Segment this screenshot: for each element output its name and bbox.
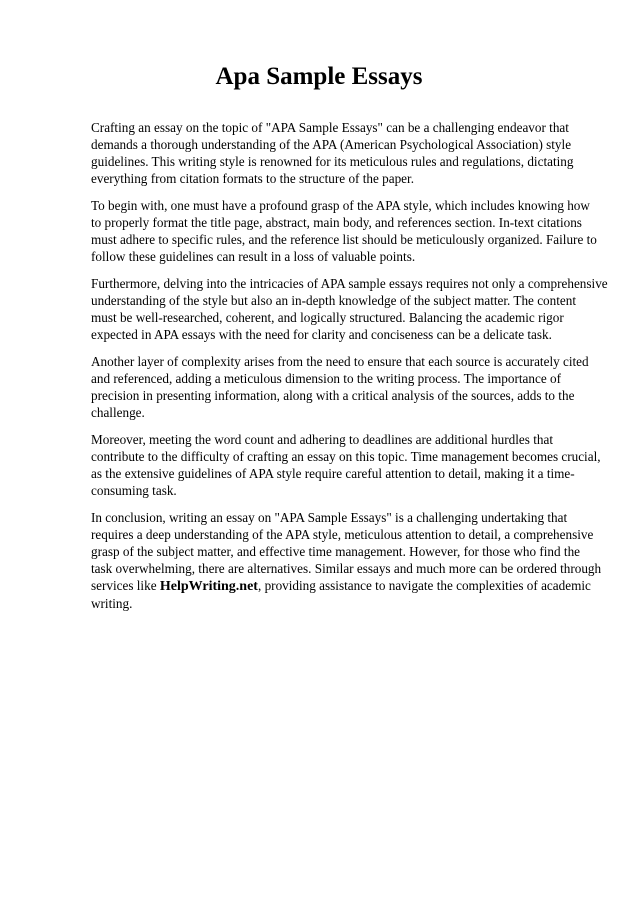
paragraph-line: writing. <box>91 596 133 611</box>
document-title: Apa Sample Essays <box>215 63 423 90</box>
paragraph-line: challenge. <box>91 405 145 420</box>
paragraph-line: To begin with, one must have a profound grasp of the APA style, which includes knowing how <box>91 198 590 213</box>
paragraph-line: demands a thorough understanding of the APA (American Psychological Association) style <box>91 137 572 152</box>
paragraph-line: must be well-researched, coherent, and logically structured. Balancing the academic rigor <box>91 310 564 325</box>
paragraph-line: guidelines. This writing style is renowned for its meticulous rules and regulations, dictating <box>91 154 574 169</box>
paragraph-line: grasp of the subject matter, and effective time management. However, for those who find the <box>91 544 581 559</box>
paragraph-line: consuming task. <box>91 483 177 498</box>
paragraph-line-with-link <box>91 577 603 595</box>
paragraph-line: Furthermore, delving into the intricacies of APA sample essays requires not only a comprehensive <box>91 276 608 291</box>
brand-line-before: services like <box>91 578 160 593</box>
paragraph-line: to properly format the title page, abstract, main body, and references section. In-text citations <box>91 215 582 230</box>
paragraph-line: as the extensive guidelines of APA style require careful attention to detail, making it a time- <box>91 466 575 481</box>
paragraph-conclusion <box>91 509 603 612</box>
paragraph-line: requires a deep understanding of the APA style, meticulous attention to detail, a comprehensive <box>91 527 594 542</box>
paragraph-line: and referenced, adding a meticulous dimension to the writing process. The importance of <box>91 371 561 386</box>
paragraph-line: Another layer of complexity arises from the need to ensure that each source is accurately cited <box>91 354 589 369</box>
document-body <box>91 119 608 622</box>
paragraph-line: must adhere to specific rules, and the reference list should be meticulously organized. Failure to <box>91 232 597 247</box>
paragraph-2 <box>91 197 603 265</box>
paragraph-line: Moreover, meeting the word count and adhering to deadlines are additional hurdles that <box>91 432 553 447</box>
paragraph-line: expected in APA essays with the need for clarity and conciseness can be a delicate task. <box>91 327 552 342</box>
paragraph-line: understanding of the style but also an in-depth knowledge of the subject matter. The content <box>91 293 577 308</box>
paragraph-line: Crafting an essay on the topic of "APA Sample Essays" can be a challenging endeavor that <box>91 120 569 135</box>
helpwriting-link[interactable]: HelpWriting.net <box>159 579 258 594</box>
paragraph-line: contribute to the difficulty of crafting an essay on this topic. Time management becomes crucial, <box>91 449 601 464</box>
paragraph-4 <box>91 353 603 421</box>
paragraph-line: task overwhelming, there are alternatives. Similar essays and much more can be ordered through <box>91 561 602 576</box>
paragraph-1 <box>91 119 603 187</box>
brand-line-after: , providing assistance to navigate the complexities of academic <box>257 578 591 593</box>
paragraph-line: everything from citation formats to the structure of the paper. <box>91 171 414 186</box>
paragraph-line: precision in presenting information, along with a critical analysis of the sources, adds to the <box>91 388 575 403</box>
paragraph-5 <box>91 431 603 499</box>
paragraph-line: follow these guidelines can result in a loss of valuable points. <box>91 249 416 264</box>
paragraph-3 <box>91 275 608 343</box>
paragraph-line: In conclusion, writing an essay on "APA Sample Essays" is a challenging undertaking that <box>91 510 568 525</box>
